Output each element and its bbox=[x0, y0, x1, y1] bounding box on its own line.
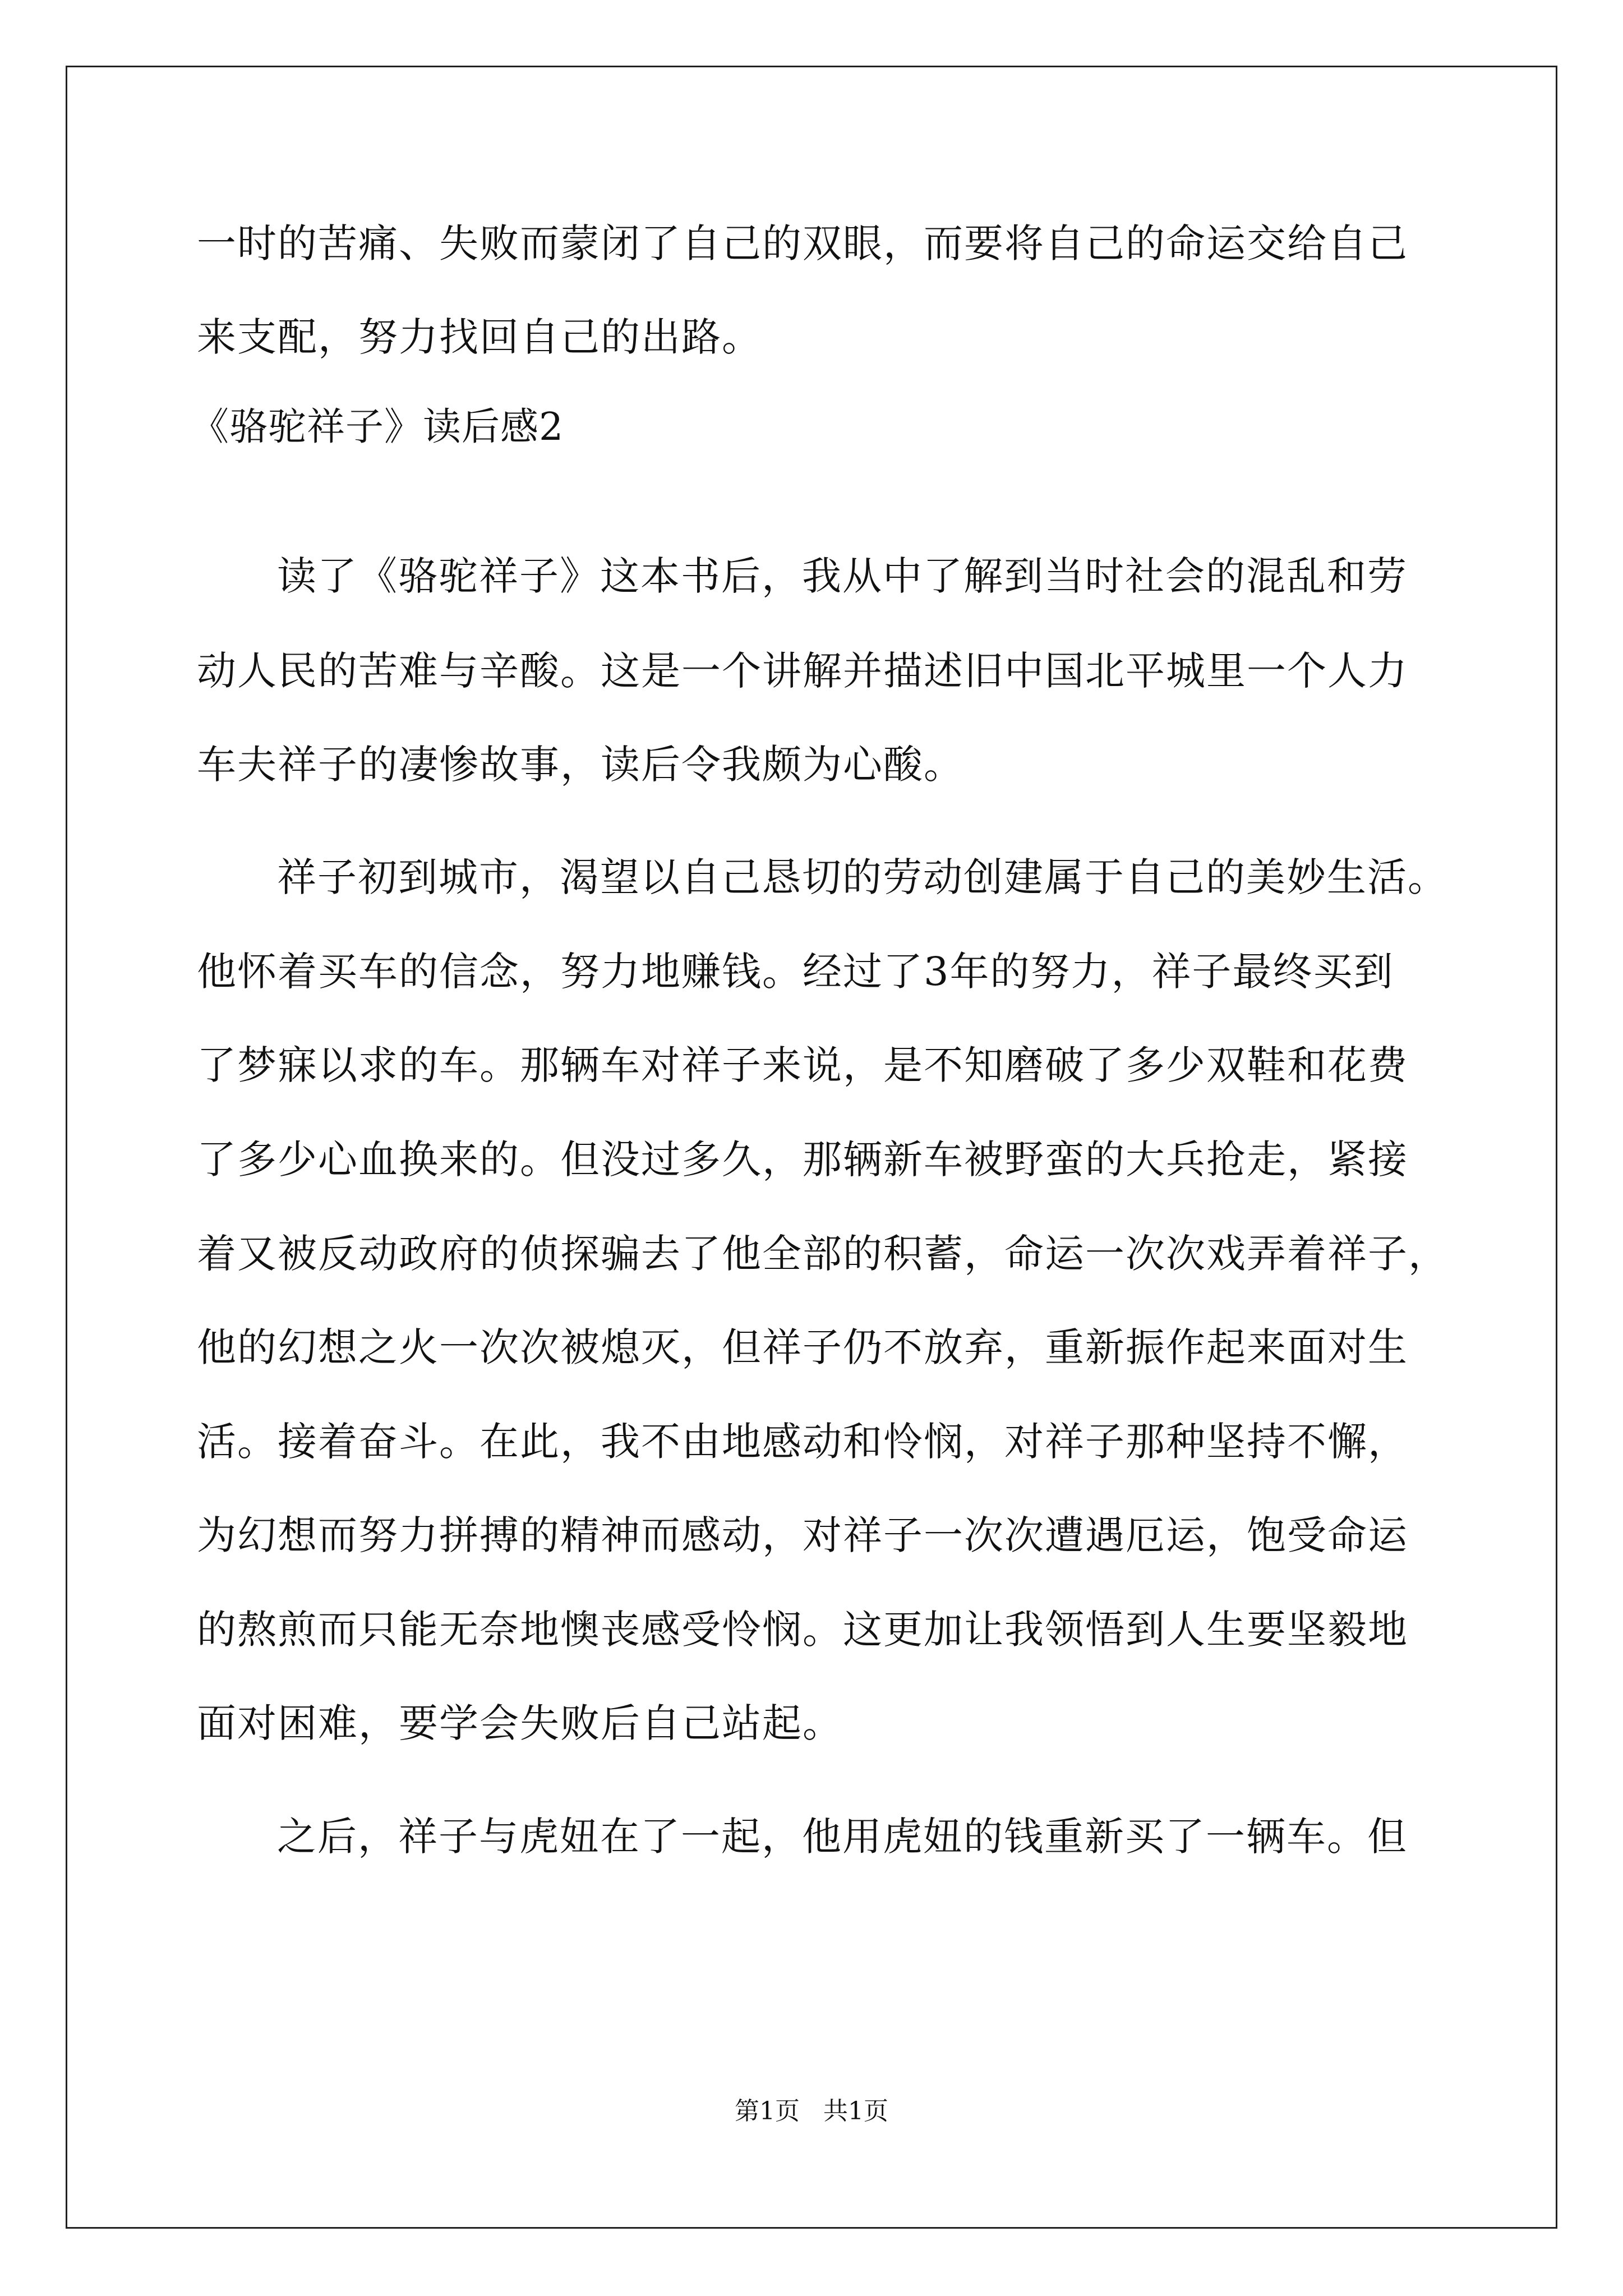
text-line: 为幻想而努力拼搏的精神而感动，对祥子一次次遭遇厄运，饱受命运 bbox=[197, 1512, 1408, 1558]
text-line: 的熬煎而只能无奈地懊丧感受怜悯。这更加让我领悟到人生要坚毅地 bbox=[197, 1607, 1408, 1653]
text-line: 他的幻想之火一次次被熄灭，但祥子仍不放弃，重新振作起来面对生 bbox=[197, 1324, 1408, 1370]
page-total: 共1页 bbox=[823, 2097, 888, 2125]
text-line: 祥子初到城市，渴望以自己恳切的劳动创建属于自己的美妙生活。 bbox=[277, 854, 1448, 900]
text-line: 读了《骆驼祥子》这本书后，我从中了解到当时社会的混乱和劳 bbox=[277, 553, 1408, 599]
text-line: 活。接着奋斗。在此，我不由地感动和怜悯，对祥子那种坚持不懈， bbox=[197, 1419, 1408, 1465]
text-line: 来支配，努力找回自己的出路。 bbox=[197, 314, 762, 360]
text-line: 一时的苦痛、失败而蒙闭了自己的双眼，而要将自己的命运交给自己 bbox=[197, 220, 1408, 266]
text-line: 面对困难，要学会失败后自己站起。 bbox=[197, 1700, 843, 1746]
page-number: 第1页 bbox=[735, 2097, 800, 2125]
page-footer bbox=[0, 2095, 1623, 2128]
text-line: 了多少心血换来的。但没过多久，那辆新车被野蛮的大兵抢走，紧接 bbox=[197, 1137, 1408, 1182]
text-line: 着又被反动政府的侦探骗去了他全部的积蓄，命运一次次戏弄着祥子， bbox=[197, 1231, 1449, 1277]
text-line: 之后，祥子与虎妞在了一起，他用虎妞的钱重新买了一辆车。但 bbox=[277, 1814, 1408, 1860]
text-line: 车夫祥子的凄惨故事，读后令我颇为心酸。 bbox=[197, 742, 964, 788]
text-line: 动人民的苦难与辛酸。这是一个讲解并描述旧中国北平城里一个人力 bbox=[197, 648, 1408, 694]
text-line: 了梦寐以求的车。那辆车对祥子来说，是不知磨破了多少双鞋和花费 bbox=[197, 1042, 1408, 1088]
section-heading: 《骆驼祥子》读后感2 bbox=[191, 405, 564, 449]
text-line: 他怀着买车的信念，努力地赚钱。经过了3年的努力，祥子最终买到 bbox=[197, 949, 1394, 995]
